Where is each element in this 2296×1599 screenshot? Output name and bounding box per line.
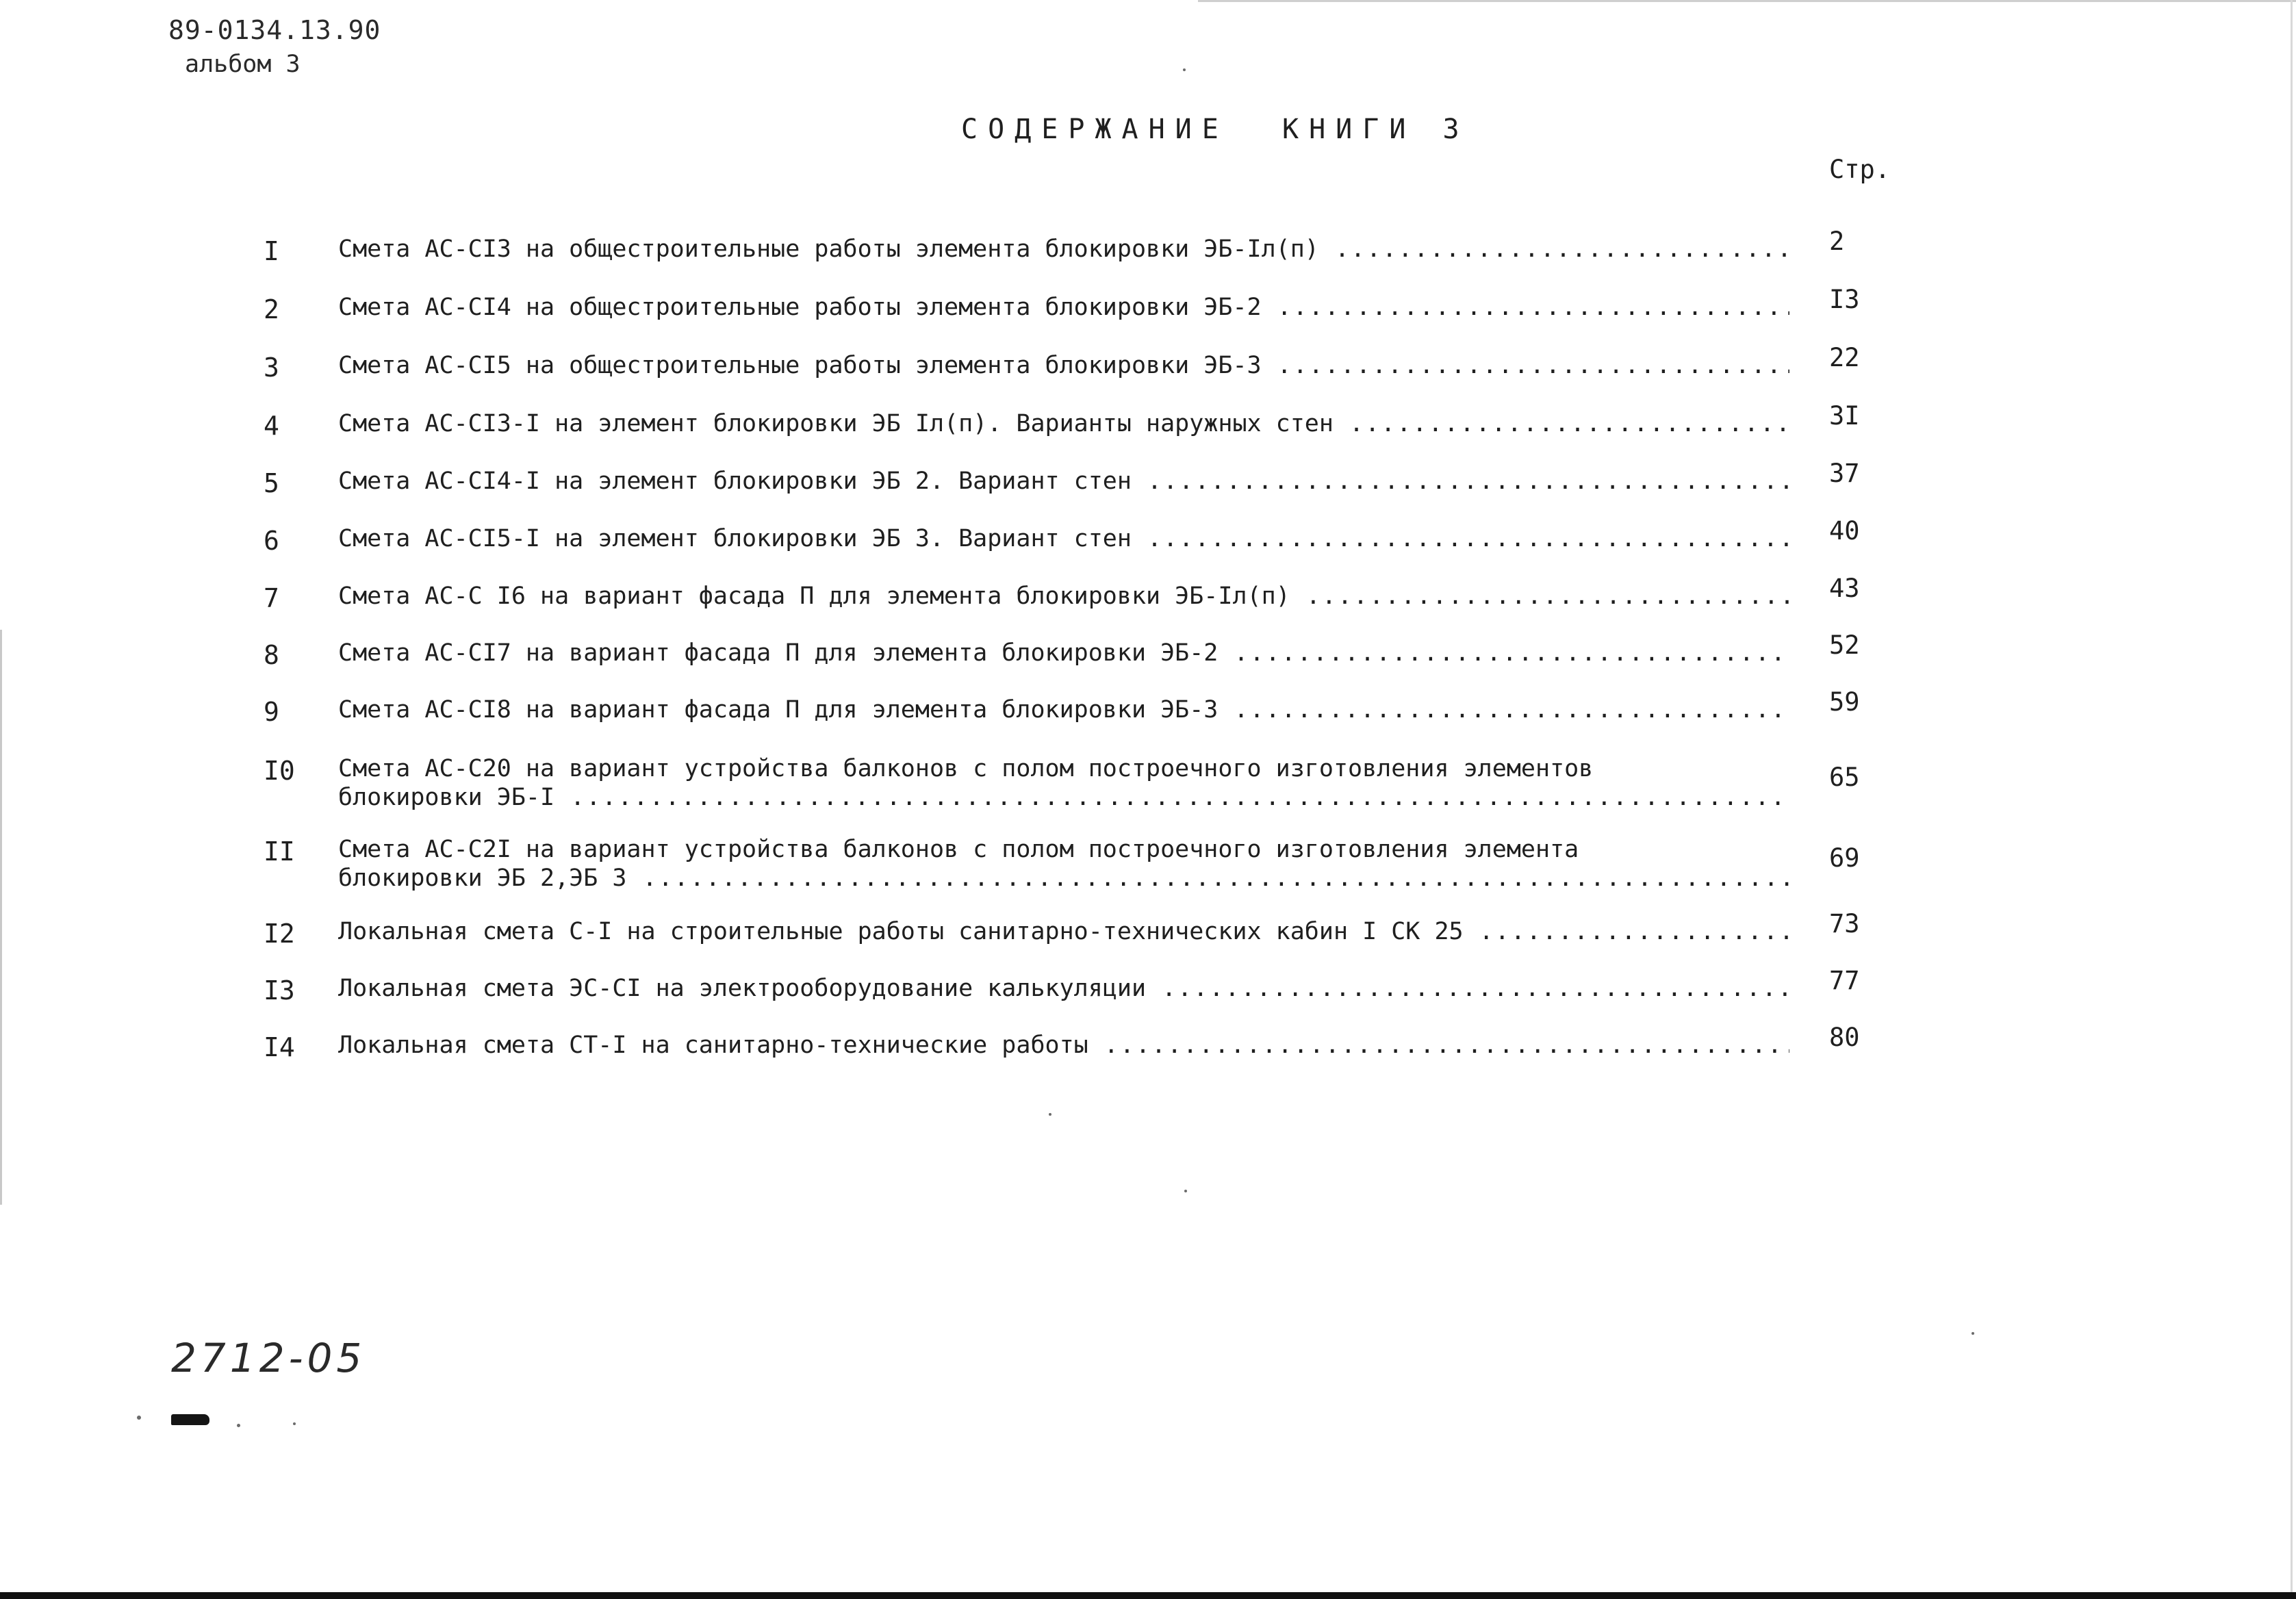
toc-entry-title <box>338 582 1789 611</box>
toc-entry-page: 59 <box>1829 687 1860 717</box>
toc-entry <box>0 747 2296 830</box>
scan-speck <box>137 1416 141 1420</box>
toc-entry-line-1: Локальная смета С-I на строительные работы санитарно-технических кабин I СК 25 ..... <box>338 917 1789 946</box>
album-label: альбом 3 <box>185 51 301 78</box>
toc-entry-title <box>338 293 1789 322</box>
toc-entry-number: I <box>264 236 279 266</box>
toc-entry-title <box>338 639 1789 667</box>
toc-entry-page: 22 <box>1829 343 1860 372</box>
toc-entry <box>0 1024 2296 1086</box>
toc-entry <box>0 228 2296 290</box>
toc-entry-page: 40 <box>1829 516 1860 546</box>
toc-entry-title <box>338 835 1789 893</box>
toc-entry-number: I3 <box>264 975 295 1006</box>
toc-entry-number: I4 <box>264 1032 295 1062</box>
toc-entry-line-2: блокировки ЭБ 2,ЭБ 3 ..... <box>338 864 1789 893</box>
ink-blot <box>171 1414 209 1425</box>
toc-entry <box>0 402 2296 464</box>
document-code: 89-0134.13.90 <box>168 15 381 45</box>
toc-entry-line-1: Смета АС-СI5 на общестроительные работы элемента блокировки ЭБ-3 ..... <box>338 351 1789 380</box>
toc-entry-page: I3 <box>1829 285 1860 314</box>
toc-entry-line-1: Смета АС-С2I на вариант устройства балконов с полом построечного изготовления элемента <box>338 836 1579 863</box>
toc-entry-line-1: Смета АС-СI4-I на элемент блокировки ЭБ 2. Вариант стен ..... <box>338 467 1789 496</box>
toc-entry-number: 8 <box>264 640 279 670</box>
toc-entry-title <box>338 524 1789 553</box>
toc-entry-line-1: Смета АС-СI4 на общестроительные работы элемента блокировки ЭБ-2 ..... <box>338 293 1789 322</box>
toc-entry-line-1: Смета АС-СI7 на вариант фасада П для элемента блокировки ЭБ-2 ..... <box>338 639 1789 667</box>
toc-entry-line-1: Локальная смета ЭС-СI на электрооборудование калькуляции ..... <box>338 974 1789 1003</box>
scan-speck <box>1183 68 1186 71</box>
toc-entry-page: 43 <box>1829 574 1860 603</box>
toc-entry-title <box>338 235 1789 264</box>
scan-speck <box>293 1422 296 1425</box>
toc-entry <box>0 910 2296 972</box>
toc-entry-line-1: Смета АС-С20 на вариант устройства балконов с полом построечного изготовления элементов <box>338 755 1594 782</box>
toc-entry-title <box>338 917 1789 946</box>
toc-entry <box>0 828 2296 910</box>
scan-speck <box>1049 1113 1051 1116</box>
toc-entry-line-2: блокировки ЭБ-I ..... <box>338 783 1789 812</box>
toc-entry-line-1: Смета АС-С I6 на вариант фасада П для элемента блокировки ЭБ-Iл(п) ..... <box>338 582 1789 611</box>
toc-entry-number: I0 <box>264 756 295 786</box>
toc-entry-page: 65 <box>1829 763 1860 792</box>
toc-entry <box>0 689 2296 750</box>
toc-entry-number: 2 <box>264 294 279 324</box>
toc-entry <box>0 286 2296 348</box>
toc-entry-title <box>338 409 1789 438</box>
inventory-number: 2712-05 <box>171 1335 366 1381</box>
toc-entry-page: 69 <box>1829 843 1860 873</box>
toc-entry <box>0 967 2296 1029</box>
toc-entry-line-1: Смета АС-СI3 на общестроительные работы элемента блокировки ЭБ-Iл(п) ..... <box>338 235 1789 264</box>
toc-entry-line-1: Смета АС-СI8 на вариант фасада П для элемента блокировки ЭБ-3 ..... <box>338 695 1789 724</box>
scan-speck <box>1184 1190 1187 1192</box>
page-title: СОДЕРЖАНИЕ КНИГИ 3 <box>961 114 1470 145</box>
toc-entry <box>0 344 2296 406</box>
toc-entry-title <box>338 754 1789 812</box>
toc-entry-title <box>338 351 1789 380</box>
toc-entry-page: 37 <box>1829 459 1860 488</box>
toc-entry <box>0 575 2296 637</box>
page-column-header: Стр. <box>1829 155 1891 184</box>
toc-entry-page: 52 <box>1829 630 1860 660</box>
toc-entry <box>0 517 2296 579</box>
toc-entry-line-1: Смета АС-СI5-I на элемент блокировки ЭБ 3. Вариант стен ..... <box>338 524 1789 553</box>
toc-entry-number: II <box>264 836 295 867</box>
scan-speck <box>237 1424 240 1427</box>
toc-entry-number: 7 <box>264 583 279 613</box>
toc-entry <box>0 632 2296 693</box>
toc-entry-number: 9 <box>264 697 279 727</box>
toc-entry-number: 6 <box>264 526 279 556</box>
toc-entry-page: 3I <box>1829 401 1860 431</box>
scan-edge-bottom <box>0 1592 2296 1599</box>
toc-entry-title <box>338 1031 1789 1060</box>
toc-entry-title <box>338 695 1789 724</box>
toc-entry-number: 4 <box>264 411 279 441</box>
scan-speck <box>1972 1332 1974 1335</box>
toc-entry-page: 77 <box>1829 966 1860 995</box>
toc-entry-page: 2 <box>1829 227 1845 256</box>
toc-entry-number: 3 <box>264 353 279 383</box>
toc-entry <box>0 460 2296 522</box>
toc-entry-line-1: Локальная смета СТ-I на санитарно-технические работы ..... <box>338 1031 1789 1060</box>
toc-entry-page: 73 <box>1829 909 1860 938</box>
toc-entry-title <box>338 974 1789 1003</box>
toc-entry-page: 80 <box>1829 1023 1860 1052</box>
toc-entry-number: I2 <box>264 919 295 949</box>
toc-entry-title <box>338 467 1789 496</box>
toc-entry-number: 5 <box>264 468 279 498</box>
toc-entry-line-1: Смета АС-СI3-I на элемент блокировки ЭБ Iл(п). Варианты наружных стен ..... <box>338 409 1789 438</box>
